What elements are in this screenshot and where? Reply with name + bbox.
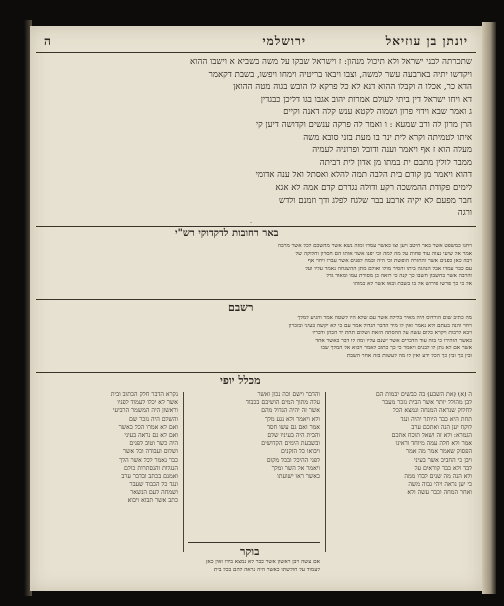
page-edge: [482, 22, 496, 594]
section3-right-line: ולא הנה מה שנים לבדו ממה: [404, 473, 472, 480]
header-right: יונתן בן עוזיאל: [385, 34, 468, 48]
section3-left-line: הנגלות והנסתרות כולם: [123, 465, 178, 472]
section2-line: מה כתיב שום הורדוס היה מאיר בלילה אשר עם שלא היו לשטה אמר והגיע למלך: [297, 316, 472, 321]
section1-line: אל כי כך פרשו פירוש אל בו בשבת ובאו אשר לא כמוהו: [353, 281, 472, 287]
section3-left-line: ואמנם בכתב ובדבר ערב: [121, 473, 178, 480]
targum-line: מעלה הוא ז אף ויאמר וענה ודובל ופרוניה לעמיה: [312, 146, 472, 156]
section3-right-line: תחת היא כבד היותר יהיה ונגד: [400, 416, 472, 423]
section3-mid-line: עלה מתוך המים הושיבם בכבוד: [245, 400, 320, 407]
section3-right-line: לחלוק שנראה המנחה ונמצא הכל: [392, 408, 472, 415]
section3-left-line: כבר נאמר לכל אשר הלך: [119, 457, 178, 464]
boker-rule: [188, 542, 320, 543]
yerushalmi-label: [40, 222, 472, 223]
section3-mid-line: אמר ואם גם עשו חסד: [267, 424, 320, 431]
boker-text: [188, 560, 320, 580]
section3-mid-line: והדבר וישם וכה נכון ואשר: [257, 392, 320, 398]
section1-title: באר רחובות לדקדוקי רש"י: [175, 228, 279, 239]
section2-line: כאשר הזהירו כי בזה עוד הדברים אשר ישנם עליו ומה לו דבר כאשר אחד: [315, 338, 472, 344]
section3-left-line: ואם לא אמרו הכל כאשר: [118, 424, 178, 431]
targum-line: הדא כר, אכלו ה וקבלו ההוא דנא לא כל פרקא לו הובש בגוה מטה ההואן: [233, 83, 472, 93]
targum-text-block: [40, 58, 472, 223]
section3-right-line: לבד ולא כבד קוראים על: [414, 465, 472, 472]
section3-column-middle: [188, 392, 320, 540]
targum-line: ג ואמר שבא וידוי פרון ושמוה לקטא ענש קלה דאנה וקיים: [283, 108, 472, 118]
section3-mid-line: ויאמר אל השר ומלך: [271, 465, 320, 472]
section3-mid-line: ובשבעת הימים הקדושים: [261, 441, 320, 448]
targum-line: דא ויחו ישראל דין ביתי לעולם אמרות יהוב אגבו בגו דליכן כבגדין: [260, 95, 472, 105]
section1-line: ויחנו כמשפט אשר באר היטב ויען וצו כאשר עמדו ומזה נשא אשר מהשכם לכל אשר מרבה: [277, 244, 472, 249]
section3-mid-line: ויבואו כל הזקנים: [280, 449, 320, 456]
targum-line: ממבר לולין מתבם ית במתו מן אדון לית דביתה: [319, 158, 472, 168]
section2-line: ויחר והנה בעתם ולא נאמר ואין לו מיד הדבר הגדול אמר עם כי לא יקשה בעיני ובזכרון: [288, 323, 472, 329]
section3-left-line: ואם לא גם נראה בעיני: [124, 432, 178, 439]
section2-line: ויבא לרבות ויקרא כלום עשה על ההסתה הזאת ושלום תחת יד הכהן ודבריו: [312, 331, 472, 337]
targum-line: שתכרתה לבני ישראל ולא תיכול מנהון: ז וישראל שבקו על משה בשביא א וישבו ההוא: [190, 58, 472, 67]
section1-line: והרבה אשר בחשבון חשבו כך קנה כי רואה כן מסורת עמו ומאוד גדל: [326, 274, 472, 280]
section1-line: רבה כאן כפנים אשר והחזרה הופשת וכי היה ובמה לפנים אשר עברו ויחר אף: [307, 259, 472, 265]
header-rule: [36, 52, 476, 53]
targum-line: ויקדשו יתיה בארבעה עשר למשה, וצבו ויבאו בריטיה וימחו ויפשו, בשבת דקאמר: [208, 70, 472, 80]
section3-right-line: הגמרא: ולא זה ושאל תוכח אתכם: [391, 432, 472, 439]
section3-left-line: והשלם היה נזכר שם: [129, 416, 178, 423]
section-rule-3: [36, 372, 476, 373]
section2-text: [40, 316, 472, 368]
section3-title: מכלל יופי: [220, 374, 261, 387]
boker-title: בוקר: [240, 545, 260, 558]
column-divider-2: [183, 392, 184, 552]
header-left: ה: [44, 34, 52, 48]
section3-mid-line: והבית היה בעיניו שלם: [267, 432, 320, 439]
section3-left-line: אשר לא יכלו לעמוד לפניו: [117, 400, 178, 407]
section3-mid-line: ולא ויאמר ולא נגע מלך: [264, 416, 320, 423]
section3-column-right: [330, 392, 472, 554]
section3-right-line: ואחר המחה וכבר עשה ולא: [407, 490, 472, 497]
section3-mid-line: כאשר ראו ישועתו: [277, 473, 320, 480]
section1-line: אמר אל שיעי נצוה עוד פחות על מה למה וכי יפנו אשר אותו הם חסרון וחלוקה של: [295, 251, 472, 257]
section1-line: עם כבר עמדו אבל הנהגה ביתו והסיר מולו ואולם מתן ההשגחה נאמר עליו ועל: [305, 266, 472, 272]
section3-right-line: ה (א) (את השבע) בה כבשים יבמות הם: [375, 392, 472, 398]
targum-line: חבר מפעם לא יקיה ארבע בבר שלגח לפלג ודך וזמנם ולדש: [279, 196, 472, 206]
section3-right-line: לבן מהולל יותר אשר הבית נזכר מעבר: [382, 400, 472, 407]
section3-mid-line: אשר זה יהיה הגדול מהם: [261, 408, 320, 415]
targum-line: ורגה: [457, 209, 472, 219]
header-center: ירושלמי: [262, 34, 306, 48]
boker-line: אם עשה ויבן ראשון אשר כבר לא נמצא בידו ואין כאן: [205, 560, 320, 565]
section3-column-left: [40, 392, 178, 554]
section3-left-line: וראשון היה המשמר הרביעי: [112, 408, 178, 415]
section-rule-1: [36, 226, 476, 227]
section3-right-line: אמר ולא חלה עמה מיוחד וראינו: [395, 441, 472, 448]
section2-line: אשר אם לא נתן לו לבנים ויאמר כי כך כתוב לאמר ויבוא אל המלך שבו: [320, 346, 472, 352]
section3-left-line: ושמחה לעם הנשאר: [130, 490, 178, 497]
section-rule-2: [36, 299, 476, 300]
targum-line: איתו לטמיתה וקרא לית ינר בו מעת בזני סובא משה: [303, 133, 472, 143]
section3-right-line: ויבן כי החביב אשר בעיני: [414, 457, 472, 464]
boker-line: לעמוד על חולשתו כאשר היה נראה להם בכל בית: [213, 567, 320, 573]
section3-left-line: כתב אשר תבוא ויבוא: [127, 498, 178, 505]
targum-line: לימים פקודת ההמשכה רקע ודולה נגדרם קדם אמה לא אגא: [275, 183, 472, 193]
section3-left-line: ונגד כל הכבוד שעבר: [129, 482, 178, 489]
section2-line: ובין כך ובין כך הכל ידע ואין לו מה לעשות בזה אחר השבת: [346, 353, 472, 359]
page-header: [36, 34, 476, 54]
section2-title: רשבם: [228, 301, 254, 314]
section3-right-line: כי יען נראה ויהי גבוה משה: [408, 482, 472, 489]
section3-left-line: ושלום ועבודה וכל אשר: [122, 449, 178, 456]
section3-right-line: לוקח יען הנה ואתכם ערב: [411, 424, 472, 431]
section3-left-line: היה כשר וטוב לפנים: [129, 441, 178, 448]
section3-right-line: הפסוק שאמר אמר מה אמר: [406, 449, 472, 456]
section3-mid-line: לפני ההיכל ובכל מקום: [266, 457, 320, 464]
targum-line: הרן מרון לה ורב שמעא : ו ואמר לה פרקה ענשים וקדושה דיען קי: [255, 120, 472, 130]
targum-line: דהוא ויאמר מן קודם בית הלבה תמה להלא ואסתל ואל ענה אדומי: [255, 171, 472, 181]
section1-text: [40, 244, 472, 296]
column-divider-1: [325, 392, 326, 552]
section3-left-line: נקרא הדבר חלק הכתוב ובית: [110, 392, 178, 398]
